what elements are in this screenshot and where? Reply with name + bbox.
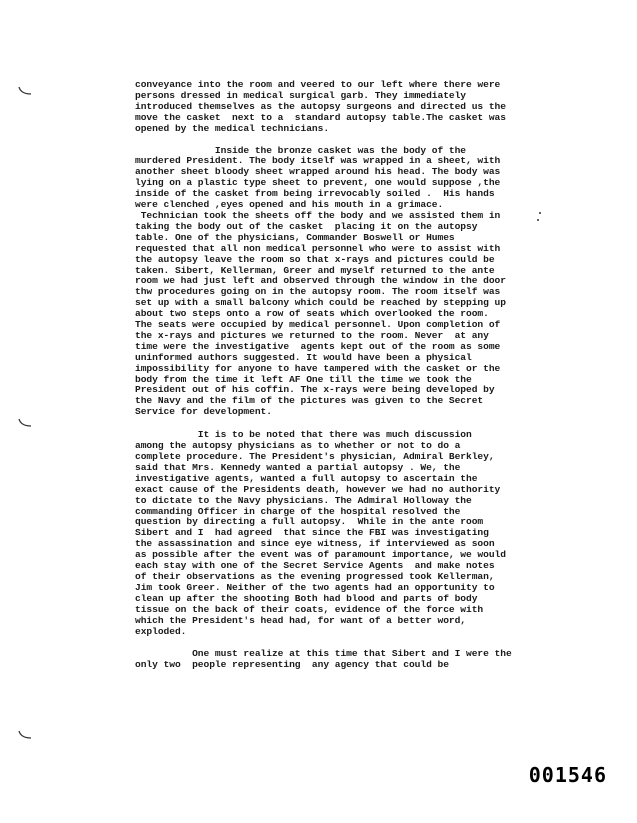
margin-mark-top	[18, 86, 32, 96]
text-line: taken. Sibert, Kellerman, Greer and myself returned to the ante	[135, 264, 495, 276]
text-line: move the casket next to a standard autopsy table.The casket was	[135, 111, 506, 123]
text-line: about two steps onto a row of seats which overlooked the room.	[135, 308, 489, 320]
text-line: commanding Officer in charge of the hospital resolved the	[135, 505, 461, 517]
text-line: President out of his coffin. The x-rays were being developed by	[135, 384, 495, 396]
text-line: exact cause of the Presidents death, however we had no authority	[135, 483, 501, 495]
paragraph-1	[135, 80, 535, 135]
margin-mark-middle	[18, 418, 32, 428]
text-line: Service for development.	[135, 406, 272, 418]
text-line: introduced themselves as the autopsy surgeons and directed us the	[135, 100, 506, 112]
text-line: One must realize at this time that Sibert and I were the	[135, 648, 512, 660]
text-line: said that Mrs. Kennedy wanted a partial autopsy . We, the	[135, 461, 461, 473]
text-line: persons dressed in medical surgical garb. They immediately	[135, 89, 467, 101]
text-line: the autopsy leave the room so that x-rays and pictures could be	[135, 253, 495, 265]
text-line: taking the body out of the casket placing it on the autopsy	[135, 220, 478, 232]
text-line: among the autopsy physicians as to whether or not to do a	[135, 440, 461, 452]
text-line: murdered President. The body itself was wrapped in a sheet, with	[135, 155, 501, 167]
text-line: It is to be noted that there was much discussion	[135, 429, 472, 441]
text-line: the assassination and since eye witness, if interviewed as soon	[135, 538, 495, 550]
text-line: lying on a plastic type sheet to prevent, one would suppose ,the	[135, 177, 501, 189]
text-line: were clenched ,eyes opened and his mouth in a grimace.	[135, 199, 444, 211]
text-line: the x-rays and pictures we returned to the room. Never at any	[135, 329, 489, 341]
text-line: exploded.	[135, 625, 187, 637]
text-line: inside of the casket from being irrevocably soiled . His hands	[135, 188, 495, 200]
text-line: body from the time it left AF One till the time we took the	[135, 373, 472, 385]
paragraph-4	[135, 649, 535, 671]
text-line: of their observations as the evening progressed took Kellerman,	[135, 570, 495, 582]
text-line: complete procedure. The President's physician, Admiral Berkley,	[135, 451, 495, 462]
text-line: thw procedures going on in the autopsy room. The room itself was	[135, 286, 501, 298]
document-control-number: 001546	[528, 763, 607, 787]
text-line: as possible after the event was of paramount importance, we would	[135, 549, 506, 561]
text-line: question by directing a full autopsy. While in the ante room	[135, 516, 484, 528]
scan-speck	[539, 212, 541, 214]
text-line: investigative agents, wanted a full autopsy to ascertain the	[135, 472, 478, 484]
text-line: time were the investigative agents kept out of the room as some	[135, 340, 501, 352]
scan-speck	[537, 219, 539, 221]
text-line: clean up after the shooting Both had blood and parts of body	[135, 592, 478, 604]
text-line: to dictate to the Navy physicians. The Admiral Holloway the	[135, 494, 472, 506]
text-line: opened by the medical technicians.	[135, 122, 330, 134]
text-line: each stay with one of the Secret Service Agents and make notes	[135, 560, 495, 572]
text-line: Technician took the sheets off the body and we assisted them in	[135, 209, 501, 221]
text-line: Jim took Greer. Neither of the two agents had an opportunity to	[135, 581, 495, 593]
text-line: the Navy and the film of the pictures was given to the Secret	[135, 395, 484, 407]
margin-mark-bottom	[18, 730, 32, 740]
text-line: uninformed authors suggested. It would have been a physical	[135, 351, 472, 363]
text-line: which the President's head had, for want of a better word,	[135, 614, 467, 626]
paragraph-2	[135, 146, 535, 419]
text-line: only two people representing any agency that could be	[135, 659, 449, 671]
text-line: requested that all non medical personnel who were to assist with	[135, 242, 501, 254]
text-line: impossibility for anyone to have tampered with the casket or the	[135, 362, 501, 374]
text-line: conveyance into the room and veered to our left where there were	[135, 79, 501, 90]
text-line: tissue on the back of their coats, evidence of the force with	[135, 603, 484, 615]
text-line: Inside the bronze casket was the body of the	[135, 144, 467, 156]
text-line: another sheet bloody sheet wrapped around his head. The body was	[135, 166, 501, 178]
text-line: The seats were occupied by medical personnel. Upon completion of	[135, 319, 501, 331]
memo-body	[135, 80, 535, 671]
text-line: Sibert and I had agreed that since the FBI was investigating	[135, 527, 489, 539]
paragraph-3	[135, 430, 535, 637]
text-line: room we had just left and observed through the window in the door	[135, 275, 506, 287]
text-line: set up with a small balcony which could be reached by stepping up	[135, 297, 506, 309]
text-line: table. One of the physicians, Commander Boswell or Humes	[135, 231, 455, 243]
